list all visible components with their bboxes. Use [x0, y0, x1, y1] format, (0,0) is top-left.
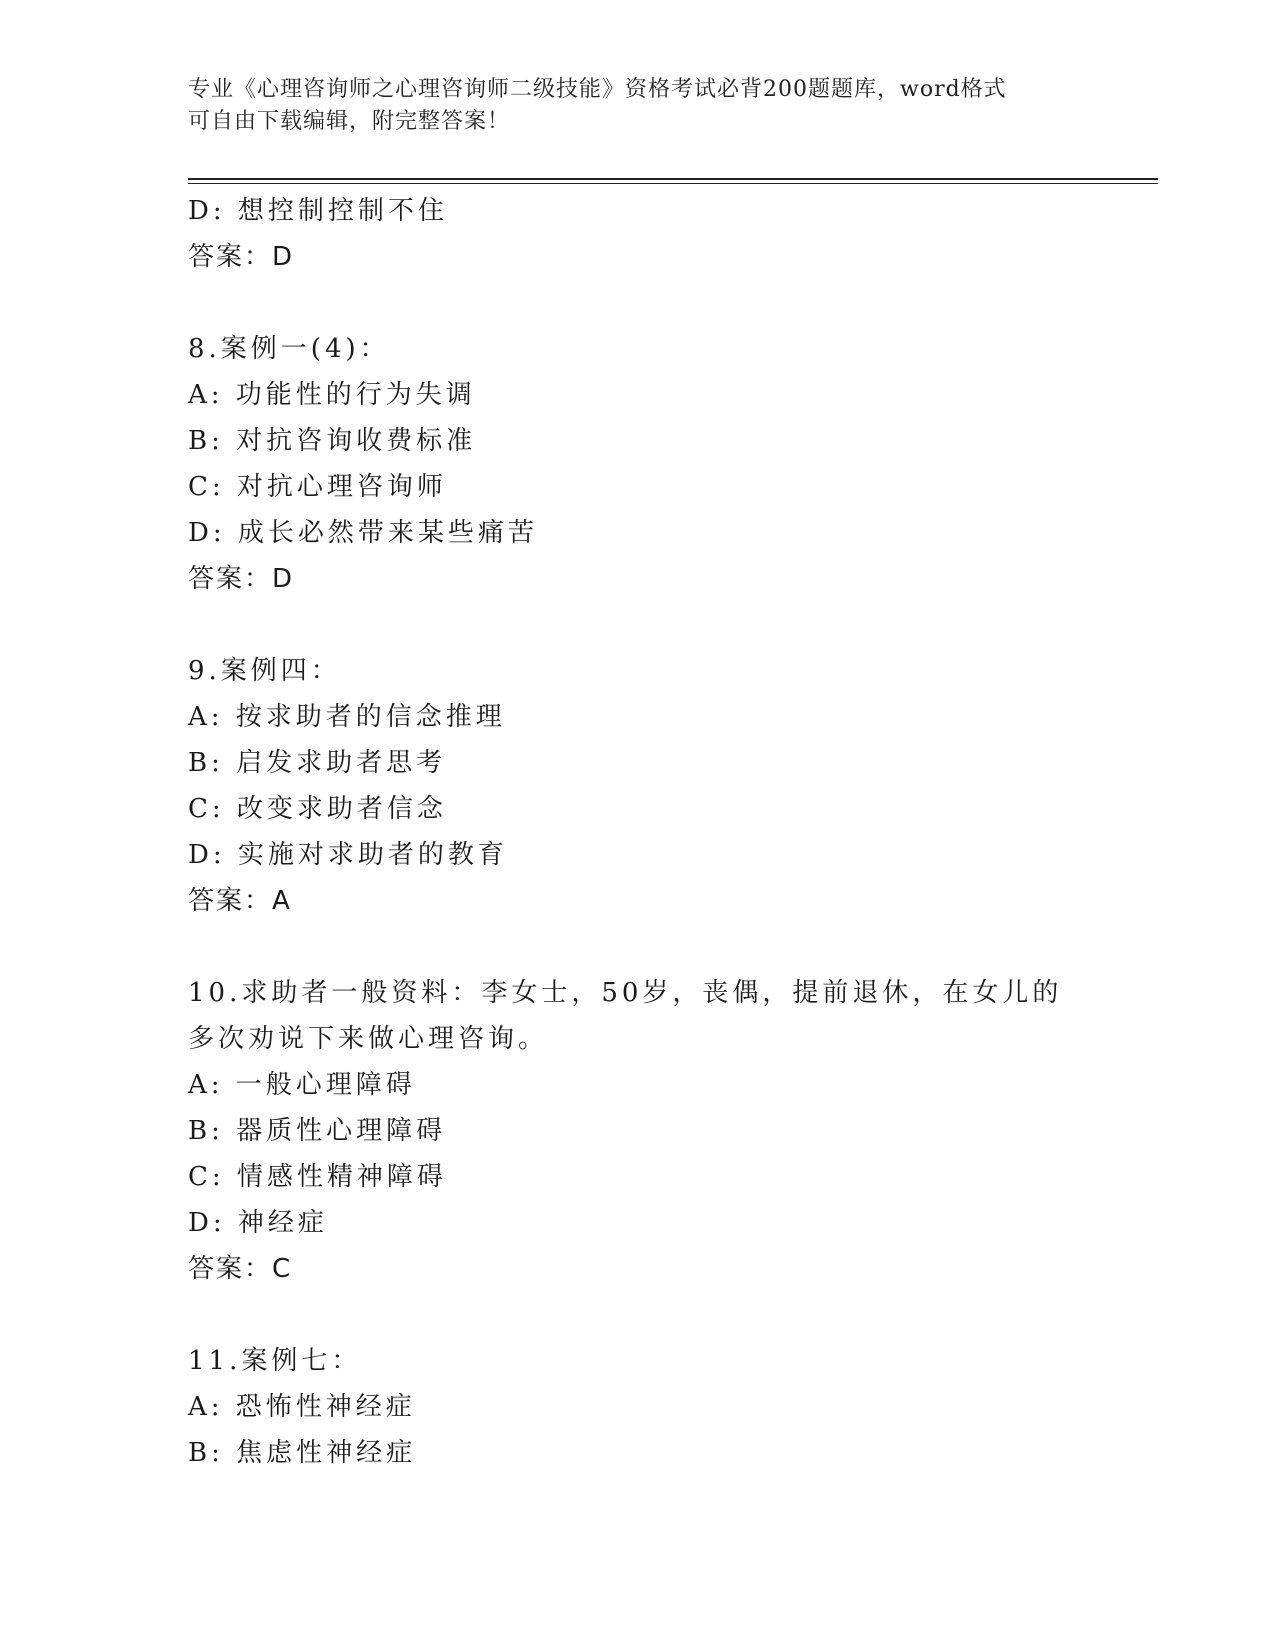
question-stem: 11.案例七： [188, 1346, 362, 1376]
option-b: B: 启发求助者思考 [188, 748, 447, 778]
option-d: D: 成长必然带来某些痛苦 [188, 518, 538, 548]
header-rule-thin [188, 183, 1158, 184]
option-d: D: 实施对求助者的教育 [188, 840, 508, 870]
option-b: B: 器质性心理障碍 [188, 1116, 447, 1146]
header-line-2: 可自由下载编辑，附完整答案！ [188, 109, 511, 134]
spacer [188, 924, 1148, 970]
question-8 [188, 326, 1148, 602]
question-stem: 9.案例四： [188, 656, 341, 686]
option-a: A: 功能性的行为失调 [188, 380, 476, 410]
option-c: C: 对抗心理咨询师 [188, 472, 447, 502]
option-b: B: 对抗咨询收费标准 [188, 426, 477, 456]
question-9 [188, 648, 1148, 924]
document-body [188, 188, 1148, 1476]
answer: 答案：D [188, 564, 295, 594]
spacer [188, 280, 1148, 326]
option-a: A: 一般心理障碍 [188, 1070, 416, 1100]
header-rule-thick [188, 178, 1158, 180]
document-header [188, 74, 1088, 138]
option-a: A: 恐怖性神经症 [188, 1392, 416, 1422]
option-a: A: 按求助者的信念推理 [188, 702, 506, 732]
spacer [188, 1292, 1148, 1338]
answer: 答案：C [188, 1254, 293, 1284]
answer: 答案：A [188, 886, 292, 916]
option-d: D: 神经症 [188, 1208, 328, 1238]
carry-over-answer: 答案：D [188, 242, 295, 272]
option-c: C: 情感性精神障碍 [188, 1162, 447, 1192]
option-c: C: 改变求助者信念 [188, 794, 447, 824]
header-line-1: 专业《心理咨询师之心理咨询师二级技能》资格考试必背200题题库，word格式 [188, 77, 1007, 102]
question-stem: 8.案例一(4)： [188, 334, 390, 364]
carry-over-option-d: D: 想控制控制不住 [188, 196, 448, 226]
option-b: B: 焦虑性神经症 [188, 1438, 417, 1468]
question-11 [188, 1338, 1148, 1476]
question-stem: 10.求助者一般资料：李女士，50岁，丧偶，提前退休，在女儿的多次劝说下来做心理咨询。 [188, 978, 1063, 1054]
spacer [188, 602, 1148, 648]
question-10 [188, 970, 1148, 1292]
